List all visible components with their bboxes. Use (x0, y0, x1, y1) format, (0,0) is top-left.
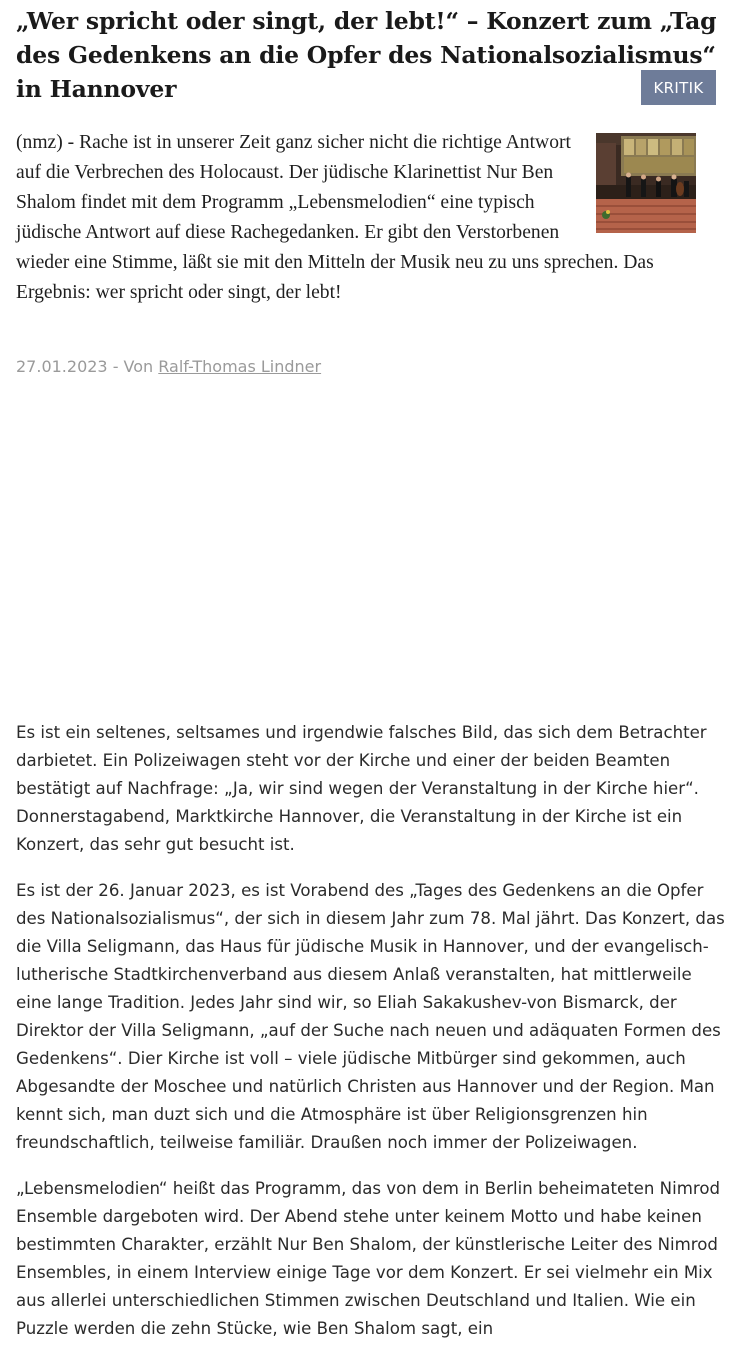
article-thumbnail-image[interactable] (596, 133, 696, 233)
intro-text: (nmz) - Rache ist in unserer Zeit ganz sicher nicht die richtige Antwort auf die Verbrechen des Holocaust. Der jüdische Klarinettist Nur Ben Shalom findet mit dem Programm „Lebensmelodien“ eine typisch jüdische Antwort auf diese Rachegedanken. Er gibt den Verstorbenen wieder eine Stimme, läßt sie mit den Mitteln der Musik neu zu uns sprechen. Das Ergebnis: wer spricht oder singt, der lebt! (16, 132, 654, 303)
concert-photo (596, 133, 696, 233)
article-date: 27.01.2023 (16, 357, 108, 376)
article-intro (16, 128, 716, 308)
category-badge[interactable]: KRITIK (641, 70, 716, 105)
article-title: „Wer spricht oder singt, der lebt!“ – Konzert zum „Tag des Gedenkens an die Opfer des Nationalsozialismus“ in Hannover (16, 7, 717, 103)
article-body (16, 719, 728, 1361)
author-link[interactable]: Ralf-Thomas Lindner (158, 357, 322, 376)
body-paragraph: Es ist ein seltenes, seltsames und irgendwie falsches Bild, das sich dem Betrachter darbietet. Ein Polizeiwagen steht vor der Kirche und einer der beiden Beamten bestätigt auf Nachfrage: „Ja, wir sind wegen der Veranstaltung in der Kirche hier“. Donnerstagabend, Marktkirche Hannover, die Veranstaltung in der Kirche ist ein Konzert, das sehr gut besucht ist. (16, 723, 707, 854)
ad-placeholder (16, 400, 728, 700)
article-byline (16, 357, 321, 376)
body-paragraph: Es ist der 26. Januar 2023, es ist Vorabend des „Tages des Gedenkens an die Opfer des Nationalsozialismus“, der sich in diesem Jahr zum 78. Mal jährt. Das Konzert, das die Villa Seligmann, das Haus für jüdische Musik in Hannover, und der evangelisch-lutherische Stadtkirchenverband aus diesem Anlaß veranstalten, hat mittlerweile eine lange Tradition. Jedes Jahr sind wir, so Eliah Sakakushev-von Bismarck, der Direktor der Villa Seligmann, „auf der Suche nach neuen und adäquaten Formen des Gedenkens“. Dier Kirche ist voll – viele jüdische Mitbürger sind gekommen, auch Abgesandte der Moschee und natürlich Christen aus Hannover und der Region. Man kennt sich, man duzt sich und die Atmosphäre ist über Religionsgrenzen hin freundschaftlich, teilweise familiär. Draußen noch immer der Polizeiwagen. (16, 881, 725, 1152)
body-paragraph: „Lebensmelodien“ heißt das Programm, das von dem in Berlin beheimateten Nimrod Ensemble dargeboten wird. Der Abend stehe unter keinem Motto und habe keinen bestimmten Charakter, erzählt Nur Ben Shalom, der künstlerische Leiter des Nimrod Ensembles, in einem Interview einige Tage vor dem Konzert. Er sei vielmehr ein Mix aus allerlei unterschiedlichen Stimmen zwischen Deutschland und Italien. Wie ein Puzzle werden die zehn Stücke, wie Ben Shalom sagt, ein (16, 1179, 721, 1338)
byline-prefix: - Von (107, 357, 159, 376)
